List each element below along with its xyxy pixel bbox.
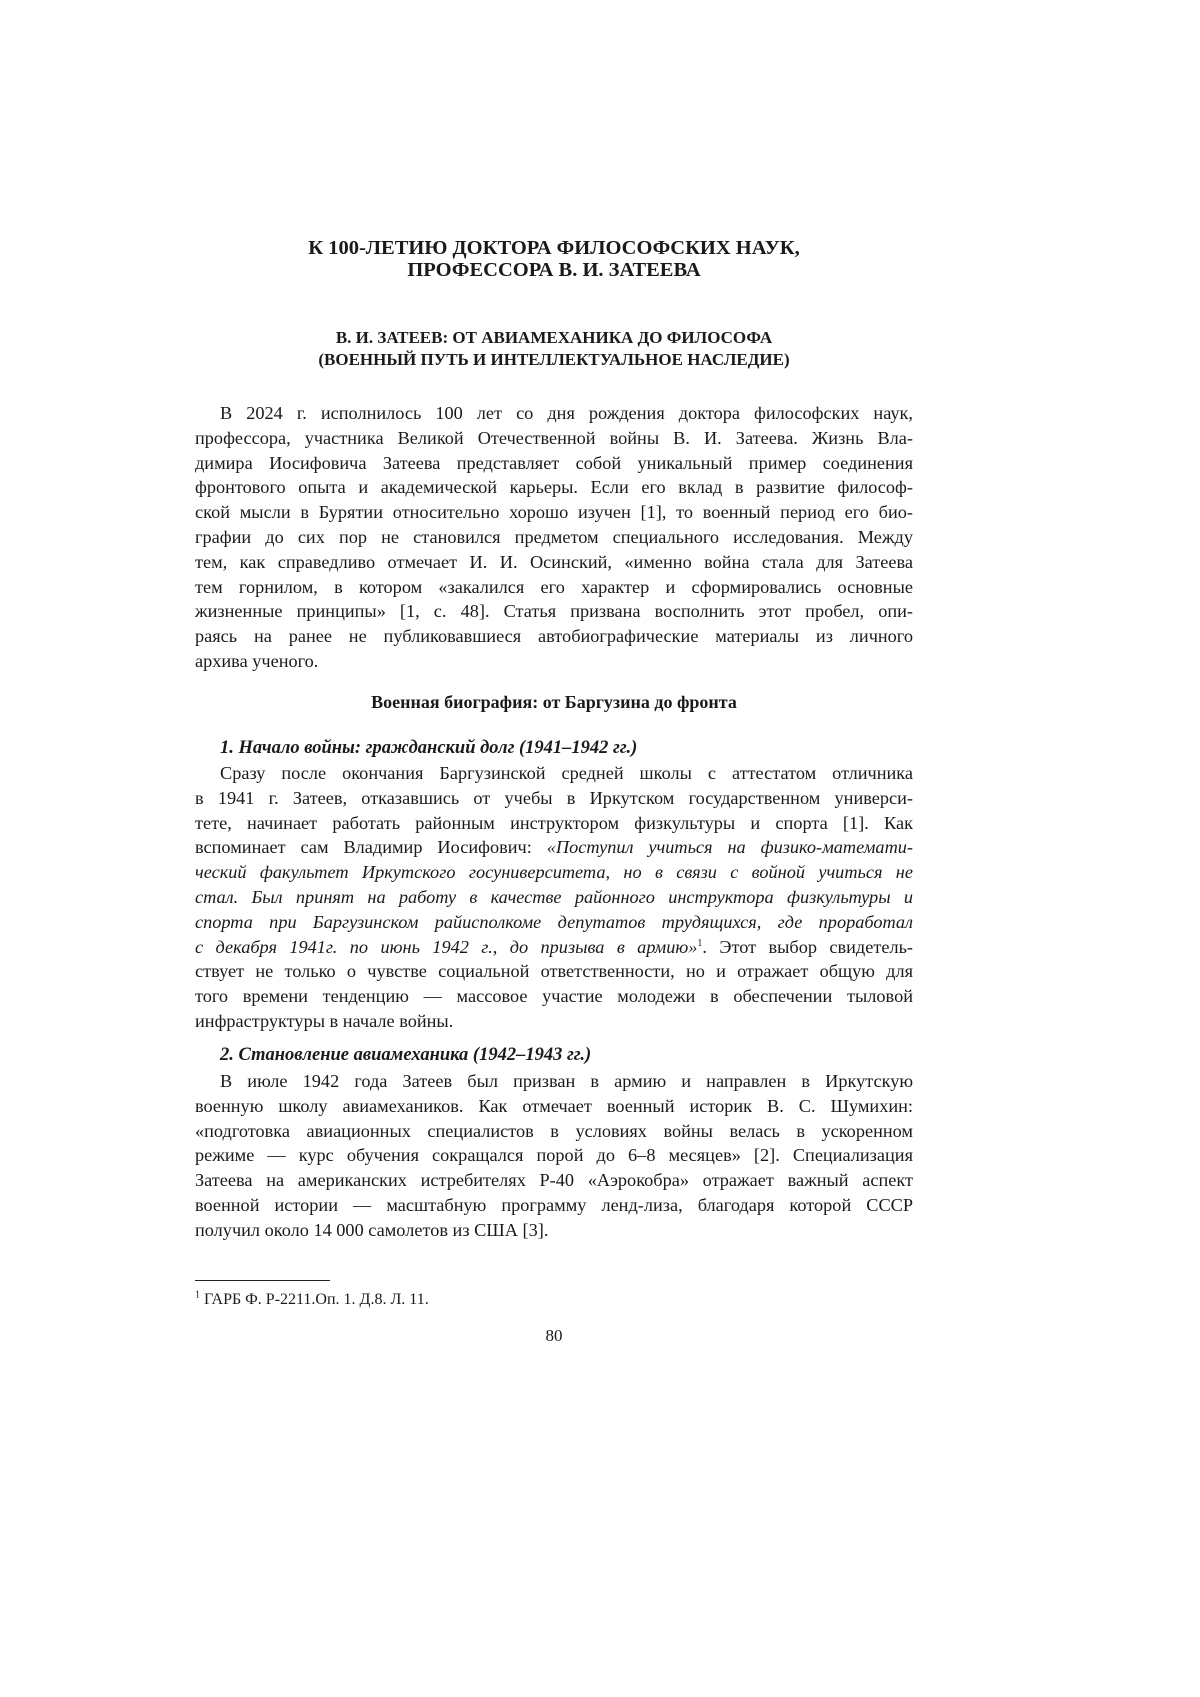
- text-line: [195, 959, 913, 984]
- body-text: Затеева на американских истребителях Р-40 «Аэрокобра» отражает важный аспект: [195, 1170, 913, 1190]
- quote-text: спорта при Баргузинском райисполкоме депутатов трудящихся, где проработал: [195, 912, 913, 932]
- footnote-divider: [195, 1280, 330, 1281]
- body-text: режиме — курс обучения сокращался порой до 6–8 месяцев» [2]. Специализация: [195, 1145, 913, 1165]
- paragraph-intro: [195, 401, 913, 674]
- body-text: инфраструктуры в начале войны.: [195, 1011, 453, 1031]
- quote-text: ческий факультет Иркутского госуниверситета, но в связи с войной учиться не: [195, 862, 913, 882]
- text-line: [195, 401, 913, 426]
- subtitle-line: В. И. ЗАТЕЕВ: ОТ АВИАМЕХАНИКА ДО ФИЛОСОФА: [195, 327, 913, 349]
- body-text: профессора, участника Великой Отечественной войны В. И. Затеева. Жизнь Вла-: [195, 428, 913, 448]
- footnote-reference: 1: [697, 937, 702, 948]
- text-line: [195, 885, 913, 910]
- body-text: тете, начинает работать районным инструктором физкультуры и спорта [1]. Как: [195, 813, 913, 833]
- paragraph-war-start: [195, 761, 913, 1034]
- text-line: [195, 1119, 913, 1144]
- title-line: К 100-ЛЕТИЮ ДОКТОРА ФИЛОСОФСКИХ НАУК,: [195, 237, 913, 259]
- body-text: раясь на ранее не публиковавшиеся автобиографические материалы из личного: [195, 626, 913, 646]
- text-line: [195, 426, 913, 451]
- subsection-heading-1: 1. Начало войны: гражданский долг (1941–1942 гг.): [195, 736, 938, 760]
- text-line: [195, 649, 913, 674]
- quote-text: стал. Был принят на работу в качестве районного инструктора физкультуры и: [195, 887, 913, 907]
- quote-text: «Поступил учиться на физико-математи-: [547, 837, 913, 857]
- body-text: . Этот выбор свидетель-: [702, 937, 913, 957]
- article-series-title: [195, 237, 913, 281]
- footnote-marker: 1: [195, 1290, 200, 1301]
- body-text: военную школу авиамехаников. Как отмечает военный историк В. С. Шумихин:: [195, 1096, 913, 1116]
- section-heading: Военная биография: от Баргузина до фронта: [195, 690, 913, 714]
- text-line: [195, 786, 913, 811]
- text-line: [195, 1193, 913, 1218]
- body-text: жизненные принципы» [1, с. 48]. Статья призвана восполнить этот пробел, опи-: [195, 601, 913, 621]
- text-line: [195, 1218, 913, 1243]
- page-number: 80: [195, 1326, 913, 1346]
- text-line: [195, 500, 913, 525]
- body-text: получил около 14 000 самолетов из США [3].: [195, 1220, 548, 1240]
- text-line: [195, 451, 913, 476]
- body-text: ствует не только о чувстве социальной ответственности, но и отражает общую для: [195, 961, 913, 981]
- body-text: димира Иосифовича Затеева представляет собой уникальный пример соединения: [195, 453, 913, 473]
- text-line: [195, 1094, 913, 1119]
- body-text: вспоминает сам Владимир Иосифович:: [195, 837, 547, 857]
- subtitle-line: (ВОЕННЫЙ ПУТЬ И ИНТЕЛЛЕКТУАЛЬНОЕ НАСЛЕДИЕ): [195, 349, 913, 371]
- text-line: [195, 475, 913, 500]
- text-line: [195, 935, 913, 960]
- text-line: [195, 1168, 913, 1193]
- text-line: [195, 835, 913, 860]
- text-line: [195, 624, 913, 649]
- body-text: архива ученого.: [195, 651, 318, 671]
- text-line: [195, 811, 913, 836]
- text-line: [195, 599, 913, 624]
- footnote: [195, 1290, 913, 1310]
- text-line: [195, 550, 913, 575]
- body-text: В июле 1942 года Затеев был призван в армию и направлен в Иркутскую: [220, 1071, 913, 1091]
- text-line: [195, 525, 913, 550]
- title-line: ПРОФЕССОРА В. И. ЗАТЕЕВА: [195, 259, 913, 281]
- text-line: [195, 910, 913, 935]
- text-line: [195, 860, 913, 885]
- body-text: тем горнилом, в котором «закалился его характер и сформировались основные: [195, 577, 913, 597]
- body-text: «подготовка авиационных специалистов в условиях войны велась в ускоренном: [195, 1121, 913, 1141]
- paragraph-aviamechanic: [195, 1069, 913, 1243]
- footnote-text: ГАРБ Ф. Р-2211.Оп. 1. Д.8. Л. 11.: [200, 1291, 429, 1308]
- text-line: [195, 984, 913, 1009]
- text-line: [195, 1009, 913, 1034]
- article-title: [195, 327, 913, 371]
- body-text: Сразу после окончания Баргузинской средней школы с аттестатом отличника: [220, 763, 913, 783]
- body-text: В 2024 г. исполнилось 100 лет со дня рождения доктора философских наук,: [220, 403, 913, 423]
- text-line: [195, 761, 913, 786]
- body-text: графии до сих пор не становился предметом специального исследования. Между: [195, 527, 913, 547]
- subsection-heading-2: 2. Становление авиамеханика (1942–1943 гг.): [195, 1043, 938, 1067]
- text-line: [195, 1143, 913, 1168]
- body-text: ской мысли в Бурятии относительно хорошо изучен [1], то военный период его био-: [195, 502, 913, 522]
- text-line: [195, 575, 913, 600]
- body-text: фронтового опыта и академической карьеры. Если его вклад в развитие философ-: [195, 477, 913, 497]
- quote-text: с декабря 1941г. по июнь 1942 г., до призыва в армию»: [195, 937, 697, 957]
- text-line: [195, 1069, 913, 1094]
- body-text: военной истории — масштабную программу ленд-лиза, благодаря которой СССР: [195, 1195, 913, 1215]
- body-text: того времени тенденцию — массовое участие молодежи в обеспечении тыловой: [195, 986, 913, 1006]
- body-text: тем, как справедливо отмечает И. И. Осинский, «именно война стала для Затеева: [195, 552, 913, 572]
- body-text: в 1941 г. Затеев, отказавшись от учебы в Иркутском государственном универси-: [195, 788, 913, 808]
